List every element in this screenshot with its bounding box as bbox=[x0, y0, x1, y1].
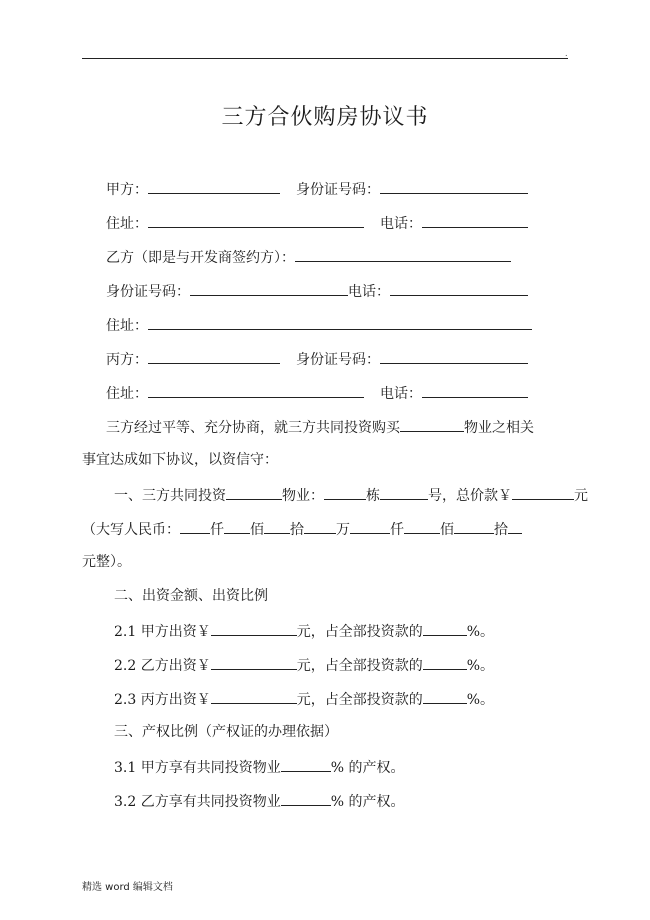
party-b-phone-label: 电话： bbox=[348, 284, 390, 300]
s1-text-6: （大写人民币： bbox=[82, 522, 180, 538]
s1-unit-3: 拾 bbox=[290, 522, 304, 538]
s2-1-label: 2.1 甲方出资￥ bbox=[114, 624, 211, 640]
s1-text-2: 物业： bbox=[282, 488, 324, 504]
s2-2-label: 2.2 乙方出资￥ bbox=[114, 658, 211, 674]
party-b-address-label: 住址： bbox=[106, 318, 148, 334]
s1-unit-4: 万 bbox=[336, 522, 350, 538]
party-a-id-blank[interactable] bbox=[380, 178, 528, 194]
party-b-row bbox=[106, 246, 511, 268]
party-b-id-row bbox=[106, 280, 528, 302]
s1-unit-6: 佰 bbox=[440, 522, 454, 538]
section2-heading: 二、出资金额、出资比例 bbox=[114, 588, 268, 604]
s2-2-end: %。 bbox=[466, 658, 495, 674]
section1-line-3 bbox=[82, 552, 131, 572]
s3-1-label: 3.1 甲方享有共同投资物业 bbox=[114, 760, 281, 776]
party-c-address-row bbox=[106, 382, 528, 404]
party-c-address-label: 住址： bbox=[106, 386, 148, 402]
intro-line-2 bbox=[82, 450, 278, 470]
s1-unit-7: 拾 bbox=[494, 522, 508, 538]
s2-1-end: %。 bbox=[466, 624, 495, 640]
s1-blank-6[interactable] bbox=[404, 518, 440, 534]
s1-total-blank[interactable] bbox=[512, 484, 574, 500]
s1-amount-blank[interactable] bbox=[226, 484, 282, 500]
s2-3-percent-blank[interactable] bbox=[423, 688, 467, 704]
party-c-address-blank[interactable] bbox=[148, 382, 364, 398]
s2-2-percent-blank[interactable] bbox=[423, 654, 467, 670]
section2-item-1 bbox=[114, 620, 494, 642]
party-b-name-blank[interactable] bbox=[295, 246, 511, 262]
s1-blank-8[interactable] bbox=[508, 518, 522, 534]
party-c-label: 丙方： bbox=[106, 352, 148, 368]
s1-blank-5[interactable] bbox=[350, 518, 390, 534]
party-a-address-row bbox=[106, 212, 528, 234]
party-c-id-blank[interactable] bbox=[380, 348, 528, 364]
header-rule bbox=[82, 58, 568, 59]
party-a-label: 甲方： bbox=[106, 182, 148, 198]
intro-property-blank[interactable] bbox=[400, 416, 464, 432]
party-b-label: 乙方（即是与开发商签约方）： bbox=[106, 250, 295, 266]
intro-line-1 bbox=[106, 416, 534, 438]
party-a-name-blank[interactable] bbox=[148, 178, 280, 194]
party-b-id-blank[interactable] bbox=[190, 280, 348, 296]
s3-2-label: 3.2 乙方享有共同投资物业 bbox=[114, 794, 281, 810]
s1-blank-4[interactable] bbox=[304, 518, 336, 534]
s2-3-mid: 元，占全部投资款的 bbox=[296, 692, 423, 708]
s1-blank-2[interactable] bbox=[224, 518, 250, 534]
section3-item-2 bbox=[114, 790, 404, 812]
s1-blank-1[interactable] bbox=[180, 518, 210, 534]
s3-2-end: % 的产权。 bbox=[330, 794, 405, 810]
document-title: 三方合伙购房协议书 bbox=[221, 105, 429, 130]
party-a-id-label: 身份证号码： bbox=[296, 182, 380, 198]
s2-2-mid: 元，占全部投资款的 bbox=[296, 658, 423, 674]
party-a-row bbox=[106, 178, 528, 200]
section3-item-1 bbox=[114, 756, 404, 778]
s1-number-blank[interactable] bbox=[380, 484, 428, 500]
section2-item-2 bbox=[114, 654, 494, 676]
party-b-id-label: 身份证号码： bbox=[106, 284, 190, 300]
party-b-address-blank[interactable] bbox=[148, 314, 532, 330]
s1-text-3: 栋 bbox=[366, 488, 380, 504]
s1-blank-7[interactable] bbox=[454, 518, 494, 534]
s2-1-mid: 元，占全部投资款的 bbox=[296, 624, 423, 640]
party-b-address-row bbox=[106, 314, 532, 336]
s1-unit-5: 仟 bbox=[390, 522, 404, 538]
party-a-address-label: 住址： bbox=[106, 216, 148, 232]
intro-text-1: 三方经过平等、充分协商，就三方共同投资购买 bbox=[106, 420, 400, 436]
intro-text-2: 物业之相关 bbox=[464, 420, 534, 436]
s3-1-end: % 的产权。 bbox=[330, 760, 405, 776]
s1-unit-2: 佰 bbox=[250, 522, 264, 538]
intro-text-3: 事宜达成如下协议，以资信守： bbox=[82, 452, 278, 468]
s2-3-end: %。 bbox=[466, 692, 495, 708]
party-c-row bbox=[106, 348, 528, 370]
s3-1-percent-blank[interactable] bbox=[281, 756, 331, 772]
party-b-phone-blank[interactable] bbox=[390, 280, 528, 296]
party-a-phone-blank[interactable] bbox=[422, 212, 528, 228]
s1-blank-3[interactable] bbox=[264, 518, 290, 534]
section3-heading: 三、产权比例（产权证的办理依据） bbox=[114, 724, 338, 740]
s2-1-percent-blank[interactable] bbox=[423, 620, 467, 636]
party-c-name-blank[interactable] bbox=[148, 348, 280, 364]
s1-building-blank[interactable] bbox=[324, 484, 366, 500]
s1-unit-1: 仟 bbox=[210, 522, 224, 538]
s2-2-amount-blank[interactable] bbox=[211, 654, 297, 670]
s2-3-amount-blank[interactable] bbox=[211, 688, 297, 704]
party-c-phone-blank[interactable] bbox=[422, 382, 528, 398]
corner-mark: . bbox=[565, 49, 568, 58]
party-c-id-label: 身份证号码： bbox=[296, 352, 380, 368]
party-a-address-blank[interactable] bbox=[148, 212, 364, 228]
party-c-phone-label: 电话： bbox=[380, 386, 422, 402]
s1-text-1: 一、三方共同投资 bbox=[114, 488, 226, 504]
s1-text-5: 元 bbox=[574, 488, 588, 504]
s1-text-4: 号，总价款￥ bbox=[428, 488, 512, 504]
section1-line-1 bbox=[114, 484, 588, 506]
footer-note: 精选 word 编辑文档 bbox=[82, 882, 173, 893]
s2-1-amount-blank[interactable] bbox=[211, 620, 297, 636]
section2-item-3 bbox=[114, 688, 494, 710]
party-a-phone-label: 电话： bbox=[380, 216, 422, 232]
section1-line-2 bbox=[82, 518, 522, 540]
s1-text-7: 元整）。 bbox=[82, 554, 131, 570]
s3-2-percent-blank[interactable] bbox=[281, 790, 331, 806]
s2-3-label: 2.3 丙方出资￥ bbox=[114, 692, 211, 708]
